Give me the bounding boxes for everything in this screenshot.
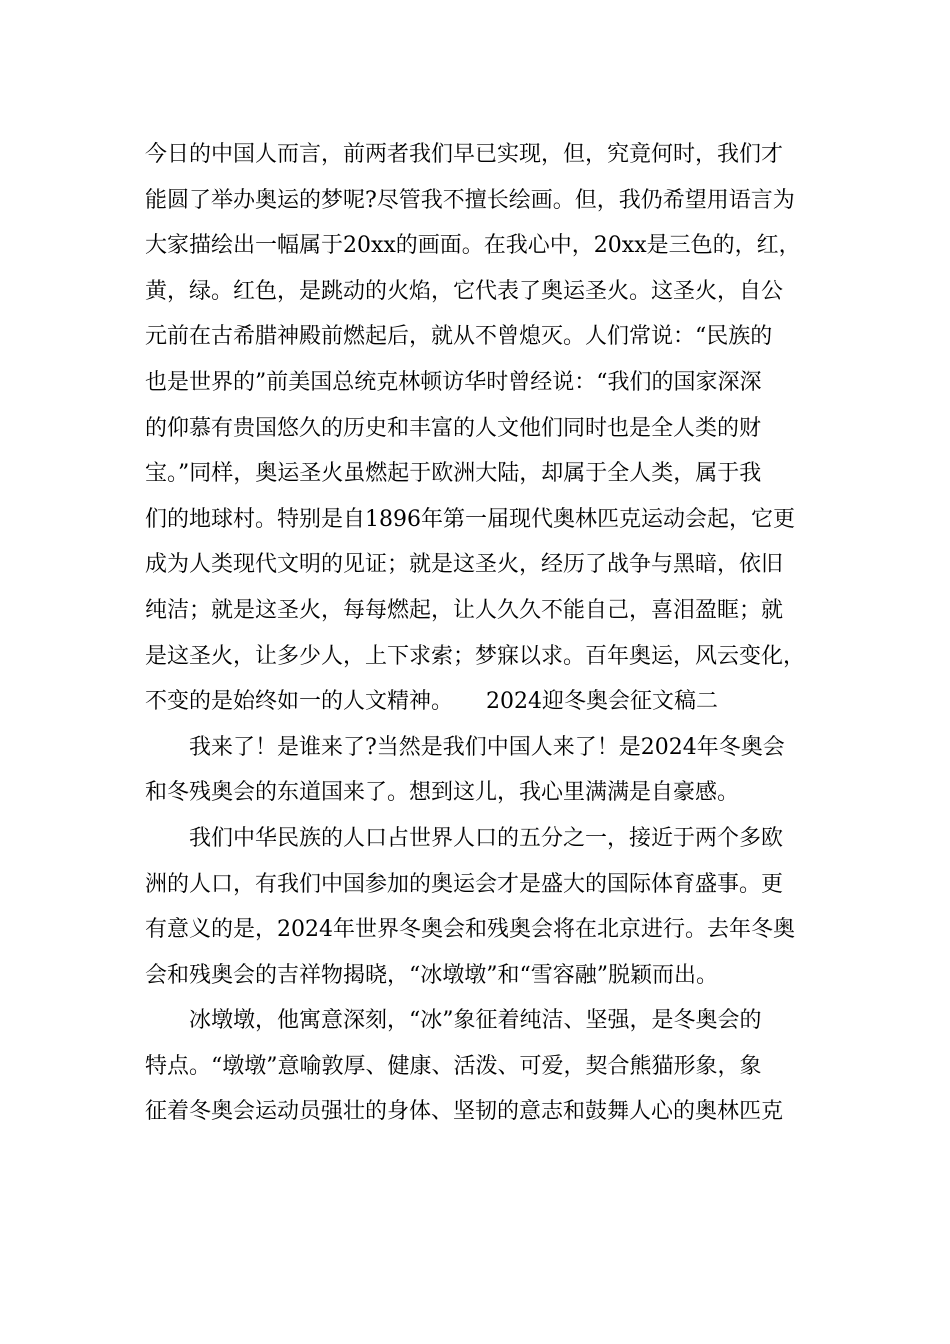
text-line: 黄，绿。红色，是跳动的火焰，它代表了奥运圣火。这圣火，自公 — [145, 278, 784, 304]
text-line: 元前在古希腊神殿前燃起后，就从不曾熄灭。人们常说：“民族的 — [145, 324, 773, 350]
text-line: 会和残奥会的吉祥物揭晓，“冰墩墩”和“雪容融”脱颖而出。 — [145, 962, 718, 988]
text-line: 今日的中国人而言，前两者我们早已实现，但，究竟何时，我们才 — [145, 142, 784, 167]
text-line: 宝。”同样，奥运圣火虽燃起于欧洲大陆，却属于全人类，属于我 — [145, 461, 762, 487]
paragraph-start-line: 我来了！是谁来了?当然是我们中国人来了！是2024年冬奥会 — [189, 734, 785, 760]
text-line: 也是世界的”前美国总统克林顿访华时曾经说：“我们的国家深深 — [145, 369, 762, 395]
paragraph-start-line: 冰墩墩，他寓意深刻，“冰”象征着纯洁、坚强，是冬奥会的 — [189, 1008, 762, 1034]
text-line: 是这圣火，让多少人，上下求索；梦寐以求。百年奥运，风云变化， — [145, 643, 806, 669]
text-line: 洲的人口，有我们中国参加的奥运会才是盛大的国际体育盛事。更 — [145, 871, 784, 897]
paragraph-start-line: 我们中华民族的人口占世界人口的五分之一，接近于两个多欧 — [189, 825, 784, 851]
text-line: 们的地球村。特别是自1896年第一届现代奥林匹克运动会起，它更 — [145, 506, 795, 532]
text-line: 征着冬奥会运动员强壮的身体、坚韧的意志和鼓舞人心的奥林匹克 — [145, 1099, 784, 1125]
text-line: 不变的是始终如一的人文精神。 2024迎冬奥会征文稿二 — [145, 689, 718, 715]
text-line: 能圆了举办奥运的梦呢?尽管我不擅长绘画。但，我仍希望用语言为 — [145, 187, 795, 213]
text-line: 特点。“墩墩”意喻敦厚、健康、活泼、可爱，契合熊猫形象，象 — [145, 1053, 762, 1079]
text-line: 成为人类现代文明的见证；就是这圣火，经历了战争与黑暗，依旧 — [145, 552, 784, 578]
text-line: 的仰慕有贵国悠久的历史和丰富的人文他们同时也是全人类的财 — [145, 415, 762, 441]
text-line: 大家描绘出一幅属于20xx的画面。在我心中，20xx是三色的，红， — [145, 233, 801, 259]
text-line: 纯洁；就是这圣火，每每燃起，让人久久不能自己，喜泪盈眶；就 — [145, 597, 784, 623]
text-line: 有意义的是，2024年世界冬奥会和残奥会将在北京进行。去年冬奥 — [145, 917, 795, 943]
text-line: 和冬残奥会的东道国来了。想到这儿，我心里满满是自豪感。 — [145, 780, 740, 806]
document-body — [145, 132, 835, 1135]
